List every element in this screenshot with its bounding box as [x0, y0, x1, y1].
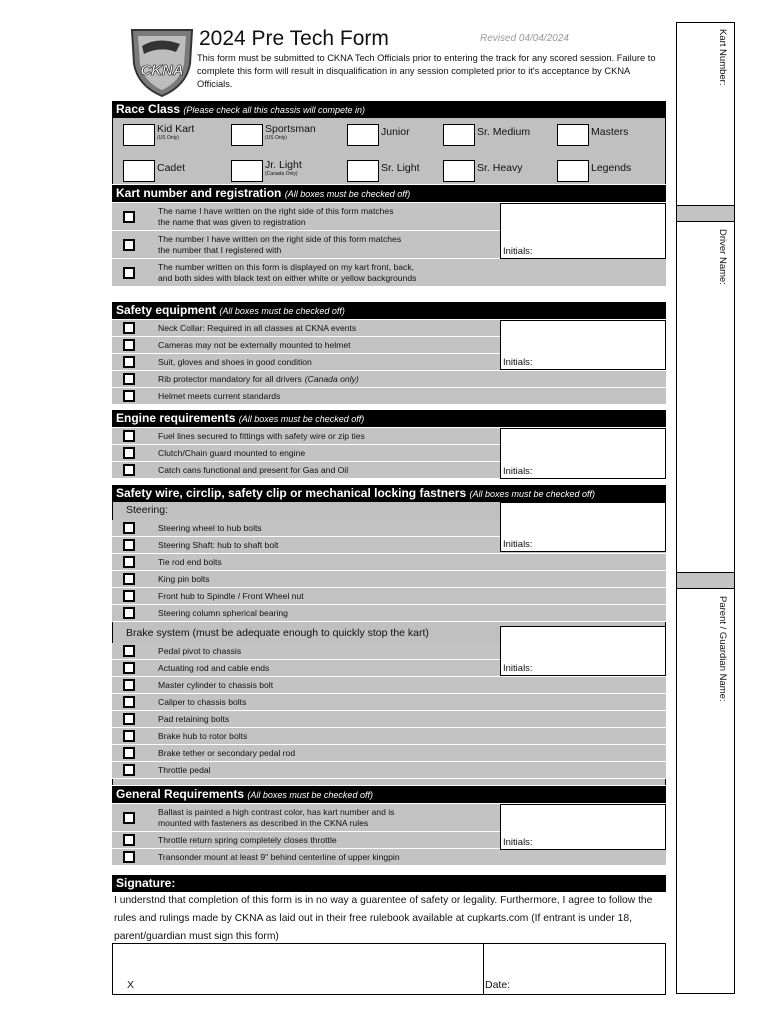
checklist-row [112, 371, 666, 388]
race-class-label: Legends [591, 162, 632, 174]
checklist-item-text: Rib protector mandatory for all drivers (Canada only) [158, 374, 359, 384]
checkbox[interactable] [123, 645, 135, 657]
race-class-checkbox[interactable] [123, 124, 155, 146]
checkbox[interactable] [123, 464, 135, 476]
race-class-note: (Canada Only) [265, 171, 298, 177]
checklist-item-text: Tie rod end bolts [158, 557, 222, 567]
checklist-row [112, 728, 666, 745]
checkbox[interactable] [123, 339, 135, 351]
checklist-item-text: Helmet meets current standards [158, 391, 281, 401]
checkbox[interactable] [123, 322, 135, 334]
checklist-item-text: Master cylinder to chassis bolt [158, 680, 274, 690]
checkbox[interactable] [123, 211, 135, 223]
driver-name-field[interactable]: Driver Name: [717, 229, 728, 285]
checkbox[interactable] [123, 556, 135, 568]
race-class-label: Sr. Light [381, 162, 420, 174]
signature-divider [483, 944, 484, 994]
checkbox[interactable] [123, 356, 135, 368]
race-class-checkbox[interactable] [347, 160, 379, 182]
checkbox[interactable] [123, 834, 135, 846]
checkbox[interactable] [123, 522, 135, 534]
checklist-row [112, 762, 666, 779]
checklist-item-text: The name I have written on the right side of this form matches the name that was given to registration [158, 206, 394, 227]
race-class-label: Sr. Medium [477, 126, 531, 138]
checkbox[interactable] [123, 747, 135, 759]
checklist-item-text: King pin bolts [158, 574, 210, 584]
checkbox[interactable] [123, 539, 135, 551]
race-class-note: (US Only) [157, 135, 179, 141]
initials-label: Initials: [503, 663, 533, 674]
engine-requirements-header: Engine requirements (All boxes must be checked off) [112, 410, 666, 427]
side-separator-2 [677, 572, 734, 589]
side-separator-1 [677, 205, 734, 222]
parent-guardian-name-field[interactable]: Parent / Guardian Name: [717, 596, 728, 702]
initials-label: Initials: [503, 357, 533, 368]
ckna-logo [128, 24, 196, 98]
race-class-checkbox[interactable] [557, 160, 589, 182]
signature-x: X [127, 979, 135, 991]
steering-label: Steering: [126, 504, 169, 516]
race-class-checkbox[interactable] [123, 160, 155, 182]
checklist-item-text: Pad retaining bolts [158, 714, 230, 724]
checklist-item-text: Neck Collar: Required in all classes at CKNA events [158, 323, 357, 333]
initials-label: Initials: [503, 539, 533, 550]
revised-date: Revised 04/04/2024 [480, 33, 569, 44]
race-class-label: Junior [381, 126, 410, 138]
race-class-label: Cadet [157, 162, 186, 174]
checklist-row [112, 745, 666, 762]
checklist-item-text: Front hub to Spindle / Front Wheel nut [158, 591, 304, 601]
initials-label: Initials: [503, 466, 533, 477]
checkbox[interactable] [123, 590, 135, 602]
checklist-item-text: Ballast is painted a high contrast color, has kart number and is mounted with fasteners as described in the CKNA rules [158, 807, 395, 828]
race-class-checkbox[interactable] [231, 124, 263, 146]
kart-number-field[interactable]: Kart Number: [717, 29, 728, 86]
checklist-item-text: Transonder mount at least 9" behind centerline of upper kingpin [158, 852, 400, 862]
checklist-item-text: Catch cans functional and present for Gas and Oil [158, 465, 349, 475]
kart-registration-header: Kart number and registration (All boxes must be checked off) [112, 185, 666, 202]
checklist-item-text: Throttle return spring completely closes throttle [158, 835, 337, 845]
checklist-row [112, 554, 666, 571]
checkbox[interactable] [123, 662, 135, 674]
checkbox[interactable] [123, 696, 135, 708]
checklist-row [112, 588, 666, 605]
race-class-note: (US Only) [265, 135, 287, 141]
race-class-label: Masters [591, 126, 629, 138]
checkbox[interactable] [123, 679, 135, 691]
form-title: 2024 Pre Tech Form [199, 27, 389, 50]
checklist-row [112, 711, 666, 728]
kart-reg-initials-box[interactable] [500, 203, 666, 259]
race-class-checkbox[interactable] [443, 160, 475, 182]
brake-initials-box[interactable] [500, 626, 666, 676]
checklist-row [112, 677, 666, 694]
checkbox[interactable] [123, 430, 135, 442]
checkbox[interactable] [123, 851, 135, 863]
checkbox[interactable] [123, 267, 135, 279]
checkbox[interactable] [123, 239, 135, 251]
initials-label: Initials: [503, 837, 533, 848]
checklist-item-text: Suit, gloves and shoes in good condition [158, 357, 312, 367]
side-info-column [676, 22, 735, 994]
checklist-item-text: Throttle pedal [158, 765, 211, 775]
safety-initials-box[interactable] [500, 320, 666, 370]
date-label: Date: [485, 979, 511, 991]
safety-equipment-header: Safety equipment (All boxes must be checked off) [112, 302, 666, 319]
checklist-item-text: The number I have written on the right side of this form matches the number that I registered with [158, 234, 402, 255]
checklist-item-text: Clutch/Chain guard mounted to engine [158, 448, 306, 458]
general-initials-box[interactable] [500, 804, 666, 850]
checklist-row [112, 694, 666, 711]
race-class-header: Race Class (Please check all this chassis will compete in) [112, 101, 666, 118]
general-requirements-header: General Requirements (All boxes must be checked off) [112, 786, 666, 803]
race-class-label: Sr. Heavy [477, 162, 523, 174]
logo-text: CKNA [140, 62, 184, 79]
checkbox[interactable] [123, 607, 135, 619]
race-class-label: Jr. Light (Canada Only) [265, 159, 302, 177]
steering-initials-box[interactable] [500, 502, 666, 552]
checkbox[interactable] [123, 730, 135, 742]
checklist-row [112, 849, 666, 866]
signature-header: Signature: [112, 875, 666, 892]
checklist-item-text: Pedal pivot to chassis [158, 646, 242, 656]
initials-label: Initials: [503, 246, 533, 257]
safety-wire-header: Safety wire, circlip, safety clip or mechanical locking fastners (All boxes must be checked off) [112, 485, 666, 502]
signature-statement: I understnd that completion of this form is in no way a guarentee of safety or legality. Furthermore, I agree to follow the rules and rulings made by CKNA as laid out in their free rulebook available at cupkarts.com (If entrant is under 18, parent/guardian must sign this form) [114, 895, 653, 942]
race-class-checkbox[interactable] [231, 160, 263, 182]
checklist-item-text: Steering column spherical bearing [158, 608, 288, 618]
checkbox[interactable] [123, 390, 135, 402]
checkbox[interactable] [123, 713, 135, 725]
checkbox[interactable] [123, 447, 135, 459]
checklist-row [112, 388, 666, 405]
checkbox[interactable] [123, 764, 135, 776]
intro-text: This form must be submitted to CKNA Tech Officials prior to entering the track for any scored session. Failure to complete this form will result in disqualification in any session completed prior to it's acceptance by CKNA Officials. [197, 53, 656, 89]
brake-label: Brake system (must be adequate enough to quickly stop the kart) [126, 627, 429, 639]
checklist-item-text: Steering Shaft: hub to shaft bolt [158, 540, 279, 550]
checklist-item-text: Cameras may not be externally mounted to helmet [158, 340, 351, 350]
checklist-item-text: Brake tether or secondary pedal rod [158, 748, 296, 758]
checklist-row [112, 605, 666, 622]
engine-initials-box[interactable] [500, 428, 666, 479]
checkbox[interactable] [123, 373, 135, 385]
checklist-row [112, 259, 666, 287]
checklist-row [112, 571, 666, 588]
race-class-checkbox[interactable] [347, 124, 379, 146]
checklist-item-text: Actuating rod and cable ends [158, 663, 270, 673]
race-class-checkbox[interactable] [443, 124, 475, 146]
race-class-checkbox[interactable] [557, 124, 589, 146]
checklist-item-text: Caliper to chassis bolts [158, 697, 247, 707]
signature-area[interactable] [112, 943, 666, 995]
checklist-item-text: The number written on this form is displayed on my kart front, back, and both sides with black text on either white or yellow backgrounds [158, 262, 417, 283]
race-class-label: Kid Kart (US Only) [157, 123, 195, 141]
checkbox[interactable] [123, 573, 135, 585]
checklist-item-text: Brake hub to rotor bolts [158, 731, 248, 741]
checklist-item-text: Steering wheel to hub bolts [158, 523, 262, 533]
checklist-item-text: Fuel lines secured to fittings with safety wire or zip ties [158, 431, 365, 441]
race-class-label: Sportsman (US Only) [265, 123, 316, 141]
checkbox[interactable] [123, 812, 135, 824]
